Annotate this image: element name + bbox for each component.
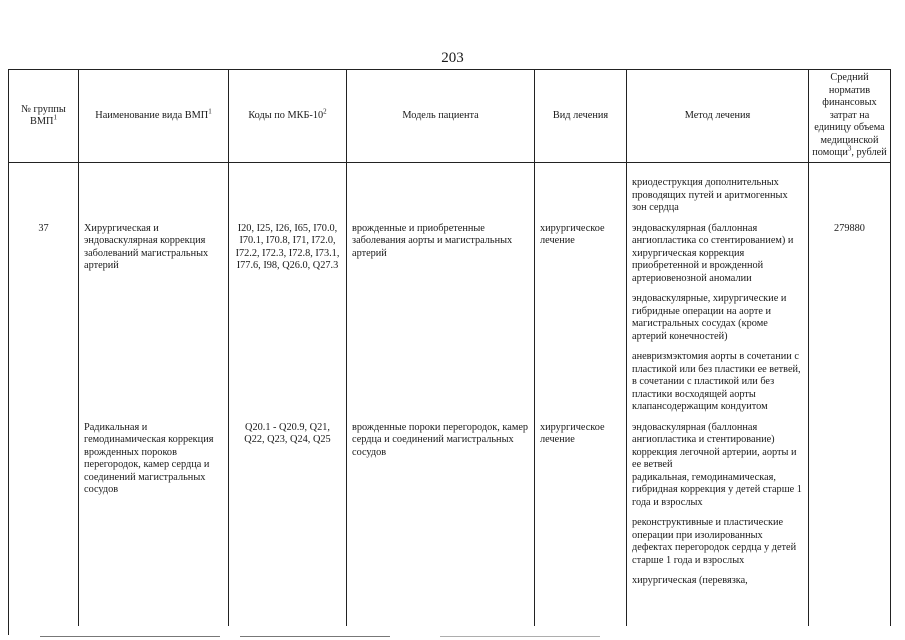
patient-model: врожденные и приобретенные заболевания аорты и магистральных артерий xyxy=(347,219,535,418)
page-number: 203 xyxy=(441,50,464,66)
method-item: радикальная, гемодинамическая, гибридная коррекция у детей старше 1 года и взрослых xyxy=(632,471,802,508)
icd-codes: Q20.1 - Q20.9, Q21, Q22, Q23, Q24, Q25 xyxy=(229,418,347,592)
table-row xyxy=(9,219,891,418)
method-item: криодеструкция дополнительных проводящих путей и аритмогенных зон сердца xyxy=(632,177,788,213)
group-number: 37 xyxy=(9,219,79,418)
vmp-table xyxy=(8,69,891,626)
method-cell xyxy=(627,418,809,592)
header-treatment-type: Вид лечения xyxy=(535,70,627,163)
vmp-name: Хирургическая и эндоваскулярная коррекция заболеваний магистральных артерий xyxy=(79,219,229,418)
header-icd-codes: Коды по МКБ-$10^2$ xyxy=(229,70,347,163)
scan-artifact xyxy=(240,636,390,637)
method-item: аневризмэктомия аорты в сочетании с пластикой или без пластики ее ветвей, в сочетании с пластикой или без пластики восходящей аорты клапансодержащим кондуитом xyxy=(632,351,801,412)
icd-codes: I20, I25, I26, I65, I70.0, I70.1, I70.8, I71, I72.0, I72.2, I72.3, I72.8, I73.1, I77.6, I98, Q26.0, Q27.3 xyxy=(229,219,347,418)
treatment-type: хирургическое лечение xyxy=(535,418,627,592)
method-item: эндоваскулярная (баллонная ангиопластика со стентированием) и хирургическая коррекция приобретенной и врожденной артериовенозной аномалии xyxy=(632,222,794,284)
method-item: хирургическая (перевязка, xyxy=(632,575,748,586)
method-cell xyxy=(627,163,809,219)
scan-artifact xyxy=(440,636,600,637)
header-treatment-method: Метод лечения xyxy=(627,70,809,163)
method-item: эндоваскулярные, хирургические и гибридные операции на аорте и магистральных сосудах (кроме артерий конечностей) xyxy=(632,293,787,342)
method-item: эндоваскулярная (баллонная ангиопластика и стентирование) коррекция легочной артерии, аорты и ее ветвей xyxy=(632,421,797,470)
vmp-name: Радикальная и гемодинамическая коррекция врожденных пороков перегородок, камер сердца и соединений магистральных сосудов xyxy=(79,418,229,592)
method-item: реконструктивные и пластические операции при изолированных дефектах перегородок сердца у детей старше 1 года и взрослых xyxy=(632,517,797,566)
header-vmp-name: Наименование вида ВМП$^1$ xyxy=(79,70,229,163)
header-group-no: № группы ВМП$^1$ xyxy=(9,70,79,163)
patient-model: врожденные пороки перегородок, камер сердца и соединений магистральных сосудов xyxy=(347,418,535,592)
table-header-row xyxy=(9,70,891,163)
scan-artifact xyxy=(40,636,220,637)
header-avg-cost: Средний норматив финансовых затрат на единицу объема медицинской помощи$^3$, рублей xyxy=(809,70,891,163)
method-cell xyxy=(627,219,809,418)
table-row xyxy=(9,418,891,592)
header-patient-model: Модель пациента xyxy=(347,70,535,163)
avg-cost: 279880 xyxy=(809,219,891,418)
treatment-type: хирургическое лечение xyxy=(535,219,627,418)
table-row xyxy=(9,163,891,219)
